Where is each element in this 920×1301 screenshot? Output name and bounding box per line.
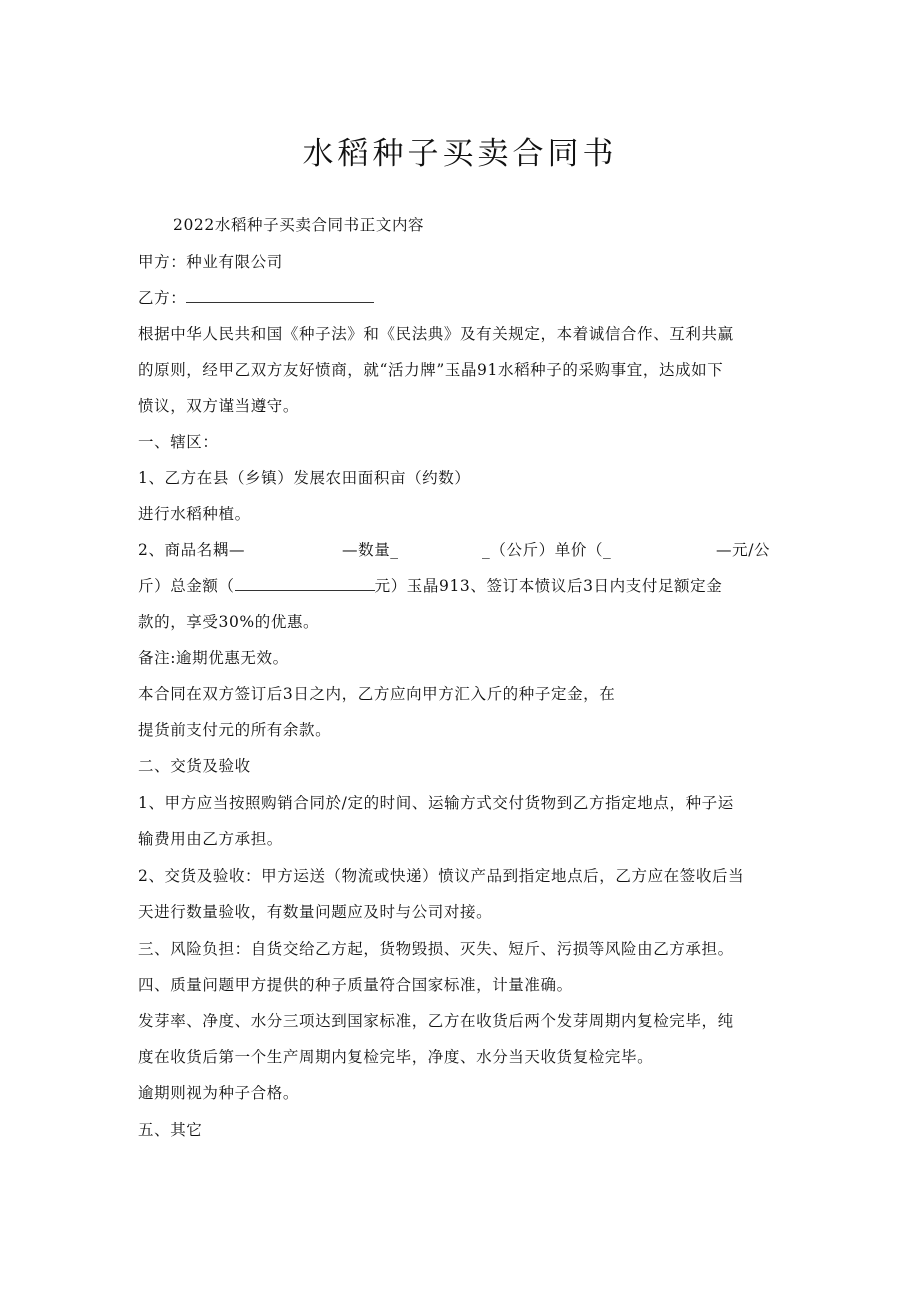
total-amount-blank xyxy=(235,576,375,591)
body-line: 1、乙方在县（乡镇）发展农田面积亩（约数） xyxy=(138,469,471,487)
body-line: 款的，享受30%的优惠。 xyxy=(138,613,320,631)
body-line: 的原则，经甲乙双方友好愤商，就“活力牌”玉晶91水稻种子的采购事宜，达成如下 xyxy=(138,361,724,379)
body-line: 乙方： xyxy=(138,289,187,307)
body-line: 元）玉晶913、签订本愤议后3日内支付足额定金 xyxy=(374,577,723,595)
section-heading: 五、其它 xyxy=(138,1121,203,1139)
body-line: 输费用由乙方承担。 xyxy=(138,830,283,848)
body-line: 逾期则视为种子合格。 xyxy=(138,1084,300,1102)
body-line: 甲方：种业有限公司 xyxy=(138,253,283,271)
body-line: —数量_ xyxy=(342,541,399,559)
party-b-line xyxy=(138,288,374,308)
body-line: 2、商品名耦— xyxy=(138,541,246,559)
section-heading: 二、交货及验收 xyxy=(138,757,251,775)
body-line: 天进行数量验收，有数量问题应及时与公司对接。 xyxy=(138,903,493,921)
document-title: 水稻种子买卖合同书 xyxy=(302,136,618,172)
body-line: 2、交货及验收：甲方运送（物流或快递）愤议产品到指定地点后，乙方应在签收后当 xyxy=(138,867,745,885)
body-line: 2022水稻种子买卖合同书正文内容 xyxy=(173,216,425,234)
section-heading: 四、质量问题甲方提供的种子质量符合国家标准，计量准确。 xyxy=(138,976,573,994)
party-b-blank xyxy=(186,288,374,303)
body-line: 提货前支付元的所有余款。 xyxy=(138,721,332,739)
body-line: 根据中华人民共和国《种子法》和《民法典》及有关规定，本着诚信合作、互利共赢 xyxy=(138,325,734,343)
body-line: 愤议，双方谨当遵守。 xyxy=(138,397,300,415)
body-line: 发芽率、净度、水分三项达到国家标准，乙方在收货后两个发芽周期内复检完毕，纯 xyxy=(138,1012,734,1030)
section-heading: 一、辖区： xyxy=(138,433,219,451)
body-line: 本合同在双方签订后3日之内，乙方应向甲方汇入斤的种子定金，在 xyxy=(138,685,616,703)
body-line: 1、甲方应当按照购销合同於/定的时间、运输方式交付货物到乙方指定地点，种子运 xyxy=(138,794,734,812)
body-line: 度在收货后第一个生产周期内复检完毕，净度、水分当天收货复检完毕。 xyxy=(138,1048,654,1066)
body-line: —元/公 xyxy=(716,541,771,559)
section-heading: 三、风险负担：自货交给乙方起，货物毁损、灭失、短斤、污损等风险由乙方承担。 xyxy=(138,940,734,958)
body-line: _（公斤）单价（_ xyxy=(482,541,612,559)
total-amount-line xyxy=(138,576,722,596)
body-line: 进行水稻种植。 xyxy=(138,505,251,523)
body-line: 斤）总金额（ xyxy=(138,577,235,595)
body-line: 备注:逾期优惠无效。 xyxy=(138,649,289,667)
